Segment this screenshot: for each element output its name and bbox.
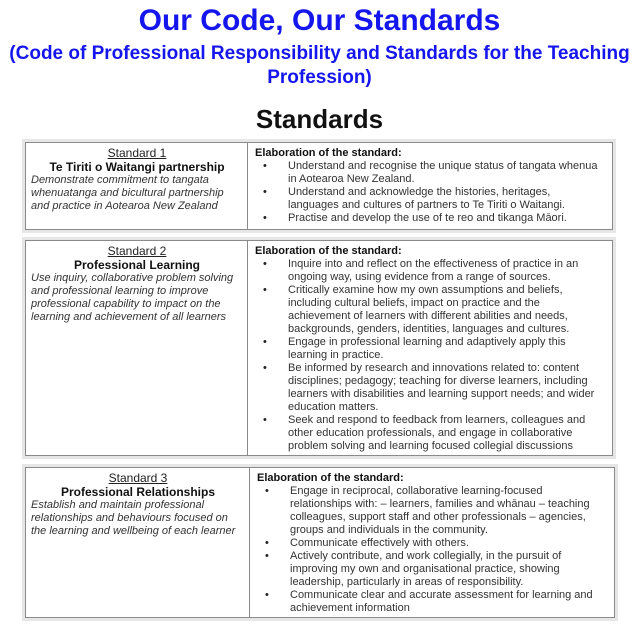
standard-2-summary bbox=[26, 241, 248, 455]
section-heading: Standards bbox=[255, 104, 384, 134]
standard-3-box bbox=[25, 467, 615, 618]
elaboration-item: • Inquire into and reflect on the effectiveness of practice in an ongoing way, using evidence from a range of sources. bbox=[255, 258, 604, 284]
standard-1-elaboration-list bbox=[255, 160, 604, 225]
standard-1-summary bbox=[26, 143, 248, 229]
standard-2-description: Use inquiry, collaborative problem solving and professional learning to improve professional capability to impact on the learning and achievement of all learners bbox=[31, 272, 234, 323]
elaboration-item: • Critically examine how my own assumptions and beliefs, including cultural beliefs, impact on practice and the achievement of learners with different abilities and needs, backgrounds, genders, identities, languages and cultures. bbox=[255, 284, 604, 336]
standard-3-summary bbox=[26, 468, 250, 617]
elaboration-item: • Engage in reciprocal, collaborative learning-focused relationships with: – learners, families and whānau – teaching colleagues, support staff and other professionals – agencies, groups and individuals in the community. bbox=[257, 485, 606, 537]
standard-1-name: Te Tiriti o Waitangi partnership bbox=[49, 160, 225, 174]
standard-1-description: Demonstrate commitment to tangata whenuatanga and bicultural partnership and practice in Aotearoa New Zealand bbox=[31, 174, 224, 212]
standard-2-elaboration-list bbox=[255, 258, 604, 453]
elaboration-item: • Actively contribute, and work collegially, in the pursuit of improving my own and organisational practice, showing leadership, particularly in areas of responsibility. bbox=[257, 550, 606, 589]
standard-3-name: Professional Relationships bbox=[60, 485, 216, 499]
standard-1-number: Standard 1 bbox=[107, 146, 167, 160]
standard-1-box bbox=[25, 142, 613, 230]
standard-3-elaboration bbox=[250, 468, 614, 617]
standard-3-elaboration-heading: Elaboration of the standard: bbox=[257, 472, 404, 484]
standard-2-elaboration bbox=[248, 241, 612, 455]
standard-2-number: Standard 2 bbox=[107, 244, 167, 258]
elaboration-item: • Understand and acknowledge the histories, heritages, languages and cultures of partners to Te Tiriti o Waitangi. bbox=[255, 186, 604, 212]
elaboration-item: • Communicate clear and accurate assessment for learning and achievement information bbox=[257, 589, 606, 615]
page-title: Our Code, Our Standards bbox=[138, 4, 501, 37]
elaboration-item: • Communicate effectively with others. bbox=[257, 537, 606, 550]
standard-2-elaboration-heading: Elaboration of the standard: bbox=[255, 245, 402, 257]
standard-1-elaboration-heading: Elaboration of the standard: bbox=[255, 147, 402, 159]
elaboration-item: • Understand and recognise the unique status of tangata whenua in Aotearoa New Zealand. bbox=[255, 160, 604, 186]
elaboration-item: • Seek and respond to feedback from learners, colleagues and other education professionals, and engage in collaborative problem solving and learning focused collegial discussions bbox=[255, 414, 604, 453]
standard-2-box bbox=[25, 240, 613, 456]
standard-3-elaboration-list bbox=[257, 485, 606, 615]
standard-3-number: Standard 3 bbox=[108, 471, 168, 485]
elaboration-item: • Be informed by research and innovations related to: content disciplines; pedagogy; teaching for diverse learners, including learners with disabilities and learning support needs; and wider education matters. bbox=[255, 362, 604, 414]
standard-1-elaboration bbox=[248, 143, 612, 229]
standard-3-description: Establish and maintain professional relationships and behaviours focused on the learning and wellbeing of each learner bbox=[31, 499, 236, 537]
elaboration-item: • Engage in professional learning and adaptively apply this learning in practice. bbox=[255, 336, 604, 362]
elaboration-item: • Practise and develop the use of te reo and tikanga Māori. bbox=[255, 212, 604, 225]
standard-2-name: Professional Learning bbox=[73, 258, 201, 272]
page-subtitle: (Code of Professional Responsibility and Standards for the Teaching Profession) bbox=[9, 43, 630, 88]
